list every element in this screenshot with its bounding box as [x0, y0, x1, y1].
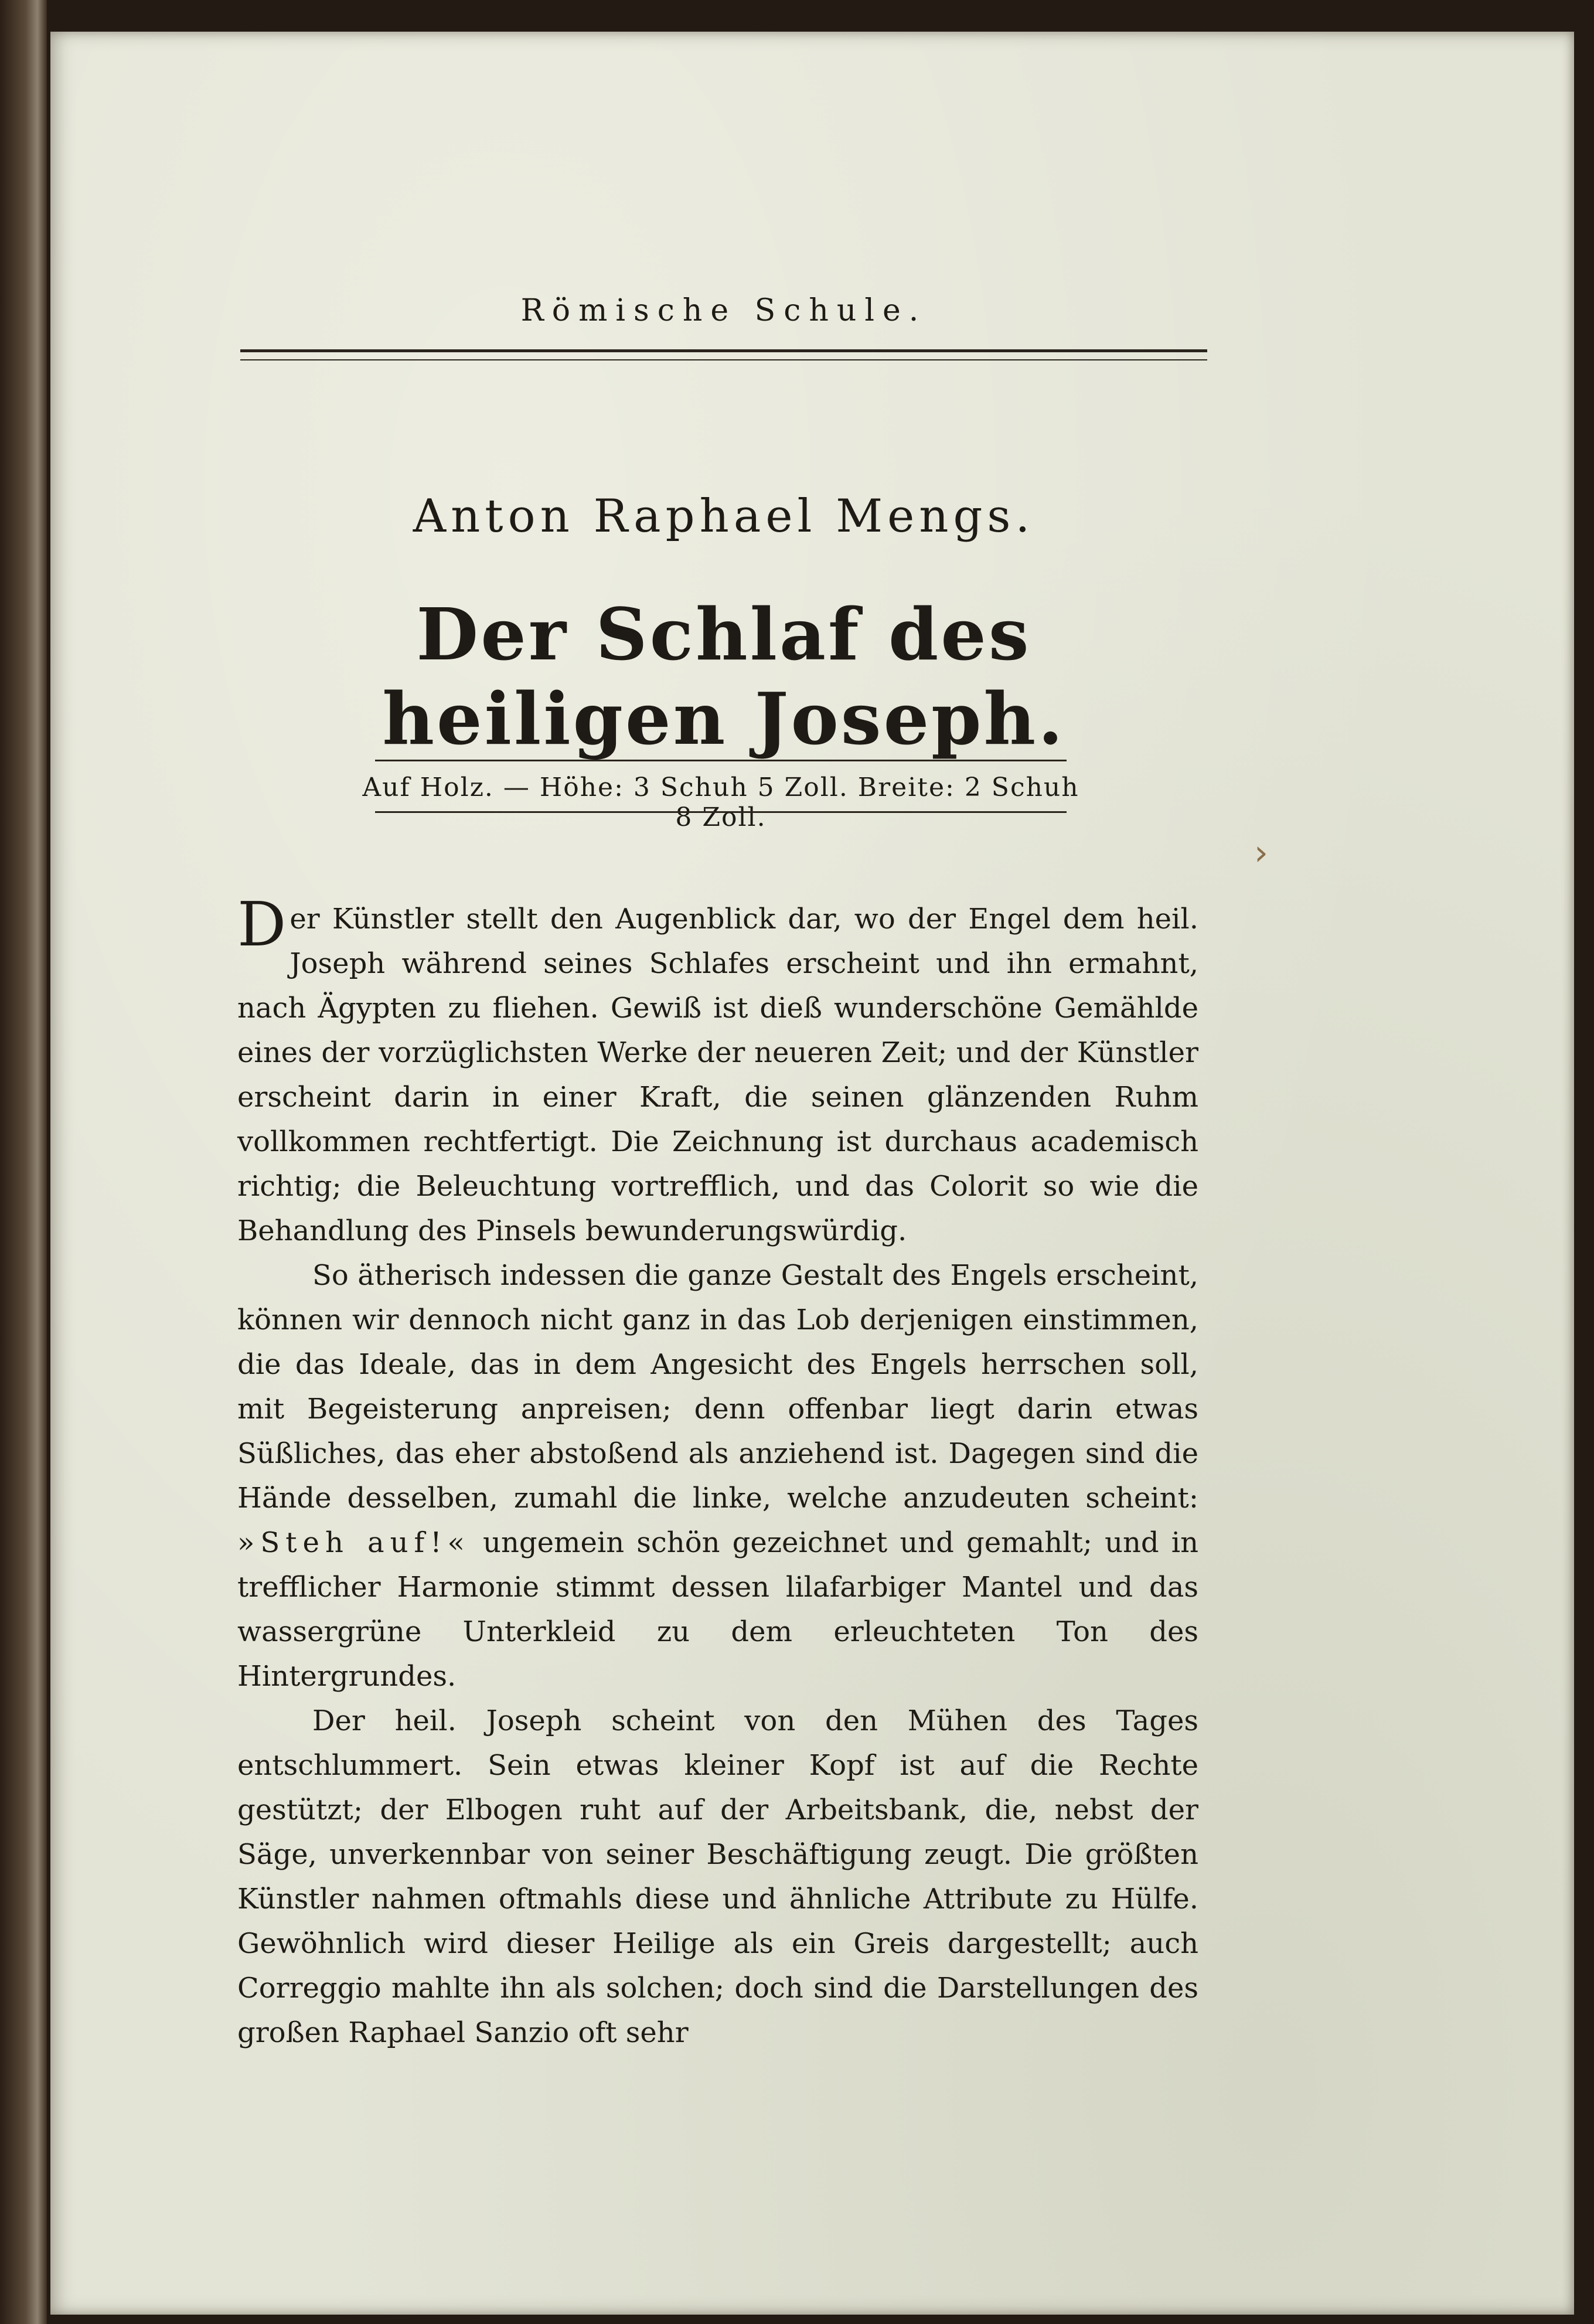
paragraph-2: [237, 1253, 1198, 1699]
paragraph-3-text: Der heil. Joseph scheint von den Mühen des Tages entschlummert. Sein etwas kleiner Kopf ist auf die Rechte gestützt; der Elbogen ruht auf der Arbeitsbank, die, nebst der Säge, unverkennbar von seiner Beschäftigung zeugt. Die größten Künstler nahmen oftmahls diese und ähnliche Attribute zu Hülfe. Gewöhnlich wird dieser Heilige als ein Greis dargestellt; auch Correggio mahlte ihn als solchen; doch sind die Darstellungen des großen Raphael Sanzio oft sehr: [237, 1704, 1198, 2049]
paragraph-3: [237, 1699, 1198, 2055]
artwork-title: Der Schlaf des heiligen Joseph.: [382, 592, 1065, 761]
artist-name: Anton Raphael Mengs.: [413, 490, 1035, 543]
body-text: [237, 889, 1198, 2055]
paragraph-1-text: Der Künstler stellt den Augenblick dar, wo der Engel dem heil. Joseph während seines Schlafes erscheint und ihn ermahnt, nach Ägypten zu fliehen. Gewiß ist dieß wunderschöne Gemählde eines der vorzüglichsten Werke der neueren Zeit; und der Künstler erscheint darin in einer Kraft, die seinen glänzenden Ruhm vollkommen rechtfertigt. Die Zeichnung ist durchaus academisch richtig; die Beleuchtung vortrefflich, und das Colorit so wie die Behandlung des Pinsels bewunderungswürdig.: [237, 889, 1198, 1247]
paragraph-1: [237, 889, 1198, 1253]
paragraph-2-text-end: ungemein schön gezeichnet und gemahlt; und in trefflicher Harmonie stimmt dessen lilafarbiger Mantel und das wassergrüne Unterkleid zu dem erleuchteten Ton des Hintergrundes.: [237, 1526, 1198, 1693]
header-double-rule: [240, 349, 1207, 360]
paragraph-2-emphasis: »Steh auf!«: [237, 1526, 471, 1559]
running-head: Römische Schule.: [520, 293, 927, 328]
left-page-edge: [0, 0, 47, 2324]
dimensions-rule-bottom: [375, 811, 1067, 813]
margin-mark: ›: [1254, 832, 1268, 873]
artwork-dimensions: Auf Holz. — Höhe: 3 Schuh 5 Zoll. Breite: 2 Schuh 8 Zoll.: [362, 773, 1079, 832]
paragraph-2-text-start: So ätherisch indessen die ganze Gestalt des Engels erscheint, können wir dennoch nicht ganz in das Lob derjenigen einstimmen, die das Ideale, das in dem Angesicht des Engels herrschen soll, mit Begeisterung anpreisen; denn offenbar liegt darin etwas Süßliches, das eher abstoßend als anziehend ist. Dagegen sind die Hände desselben, zumahl die linke, welche anzudeuten scheint:: [237, 1259, 1198, 1515]
dimensions-rule-top: [375, 760, 1067, 761]
